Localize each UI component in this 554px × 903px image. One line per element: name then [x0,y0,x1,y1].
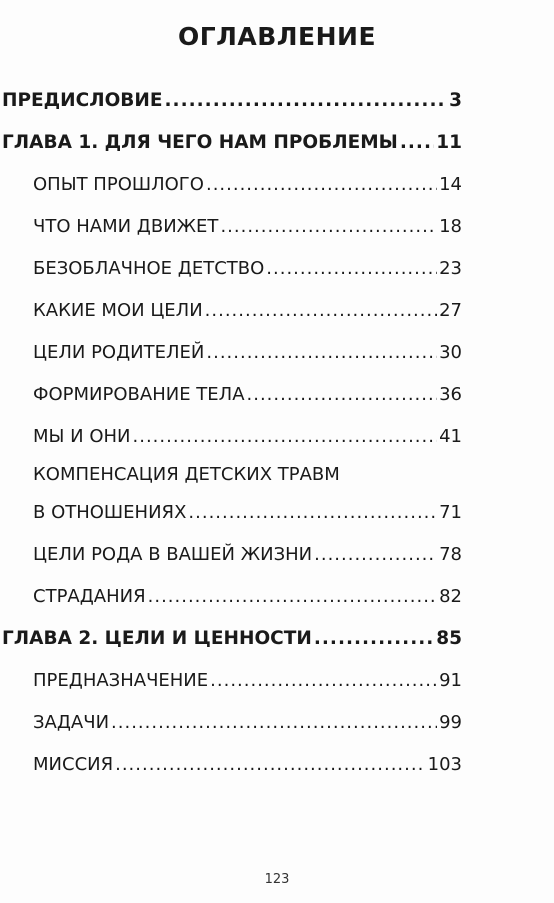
toc-entry-page: 36 [439,384,462,405]
toc-entry-page: 99 [439,712,462,733]
toc-section-entry[interactable] [33,340,462,366]
toc-entry-label: В ОТНОШЕНИЯХ [33,502,187,523]
toc-section-entry[interactable] [33,462,340,488]
toc-chapter-entry[interactable] [2,130,462,156]
toc-entry-label: ЗАДАЧИ [33,712,110,733]
toc-dot-leader [133,424,438,450]
toc-entry-label: КАКИЕ МОИ ЦЕЛИ [33,300,203,321]
toc-entry-label: ПРЕДИСЛОВИЕ [2,90,163,111]
toc-dot-leader [206,340,437,366]
toc-section-entry[interactable] [33,584,462,610]
toc-dot-leader [165,88,448,114]
toc-entry-page: 85 [436,628,462,649]
toc-entry-page: 103 [427,754,462,775]
toc-chapter-entry[interactable] [2,626,462,652]
toc-section-entry[interactable] [33,542,462,568]
toc-entry-label: ГЛАВА 1. ДЛЯ ЧЕГО НАМ ПРОБЛЕМЫ [2,132,398,153]
toc-entry-page: 11 [436,132,462,153]
toc-entry-page: 71 [439,502,462,523]
toc-dot-leader [115,752,426,778]
toc-section-entry[interactable] [33,298,462,324]
toc-section-entry[interactable] [33,752,462,778]
toc-section-entry[interactable] [33,424,462,450]
toc-entry-label: ЦЕЛИ РОДИТЕЛЕЙ [33,342,205,363]
toc-entry-page: 91 [439,670,462,691]
toc-entry-page: 82 [439,586,462,607]
toc-dot-leader [314,626,434,652]
toc-dot-leader [314,542,437,568]
toc-entry-label: ПРЕДНАЗНАЧЕНИЕ [33,670,209,691]
toc-entry-label: КОМПЕНСАЦИЯ ДЕТСКИХ ТРАВМ [33,464,340,485]
toc-entry-page: 14 [439,174,462,195]
toc-entry-label: ОПЫТ ПРОШЛОГО [33,174,204,195]
toc-dot-leader [111,710,437,736]
toc-dot-leader [210,668,437,694]
toc-dot-leader [205,298,437,324]
toc-dot-leader [400,130,434,156]
toc-dot-leader [220,214,437,240]
toc-entry-label: ЦЕЛИ РОДА В ВАШЕЙ ЖИЗНИ [33,544,313,565]
toc-section-entry[interactable] [33,214,462,240]
toc-chapter-entry[interactable] [2,88,462,114]
toc-dot-leader [206,172,437,198]
toc-dot-leader [148,584,437,610]
toc-entry-label: БЕЗОБЛАЧНОЕ ДЕТСТВО [33,258,265,279]
toc-section-entry[interactable] [33,382,462,408]
toc-entry-page: 30 [439,342,462,363]
toc-entry-page: 27 [439,300,462,321]
toc-entry-label: МИССИЯ [33,754,114,775]
toc-section-entry[interactable] [33,710,462,736]
toc-entry-page: 23 [439,258,462,279]
toc-entry-page: 41 [439,426,462,447]
toc-entry-label: ЧТО НАМИ ДВИЖЕТ [33,216,219,237]
toc-section-entry[interactable] [33,256,462,282]
toc-entry-label: СТРАДАНИЯ [33,586,146,607]
page-number: 123 [264,872,290,887]
toc-heading: ОГЛАВЛЕНИЕ [177,22,377,51]
toc-entry-page: 18 [439,216,462,237]
toc-section-entry[interactable] [33,500,462,526]
toc-entry-label: МЫ И ОНИ [33,426,131,447]
toc-section-entry[interactable] [33,668,462,694]
toc-entry-page: 78 [439,544,462,565]
toc-section-entry[interactable] [33,172,462,198]
toc-dot-leader [247,382,438,408]
toc-dot-leader [188,500,437,526]
toc-entry-page: 3 [449,90,462,111]
toc-entry-label: ФОРМИРОВАНИЕ ТЕЛА [33,384,245,405]
toc-dot-leader [266,256,437,282]
toc-entry-label: ГЛАВА 2. ЦЕЛИ И ЦЕННОСТИ [2,628,312,649]
